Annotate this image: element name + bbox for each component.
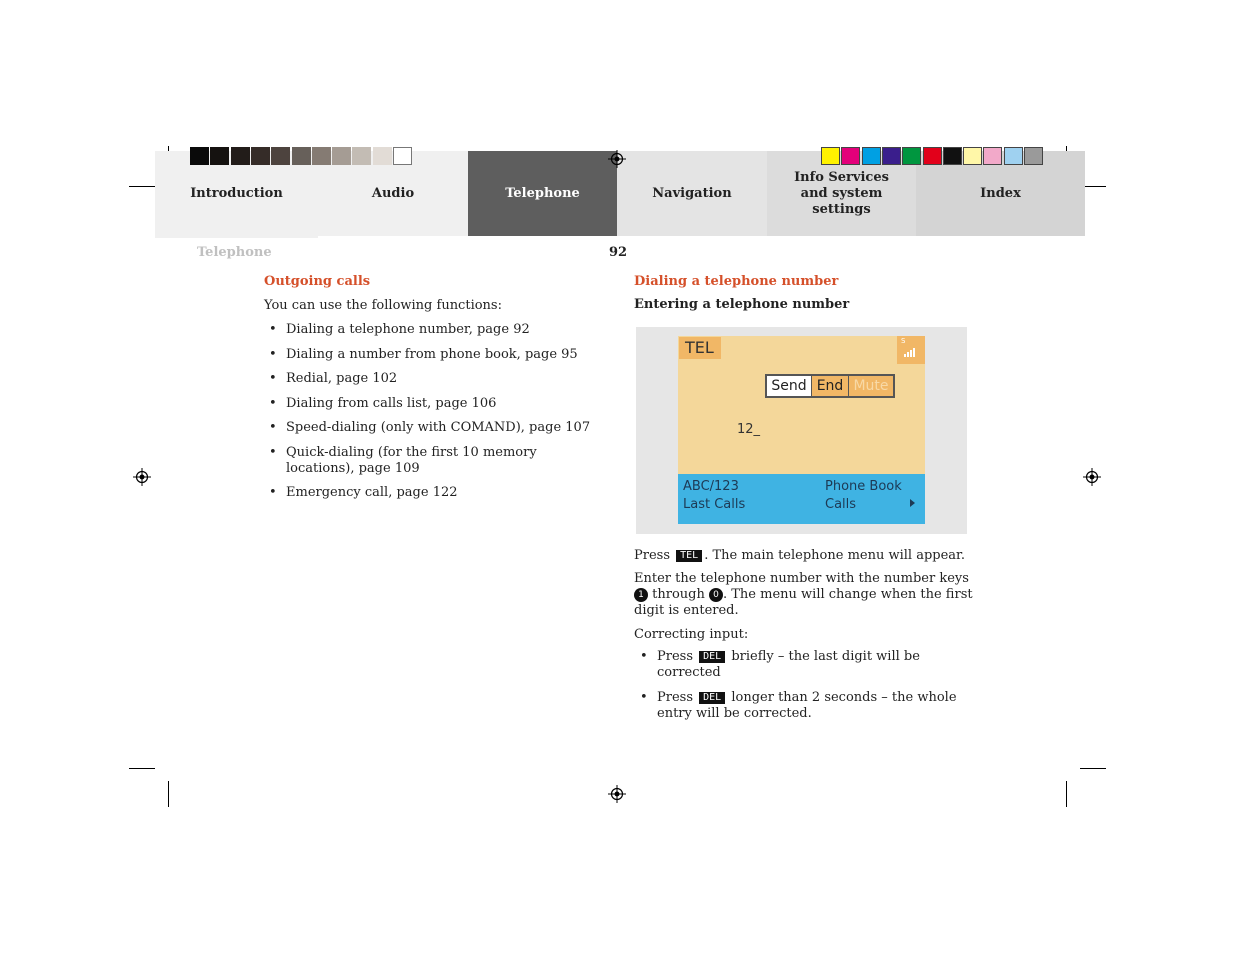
tel-key-icon: TEL <box>676 550 702 562</box>
list-item: • Redial, page 102 <box>263 371 604 387</box>
signal-indicator <box>897 336 925 364</box>
correcting-list <box>634 649 974 722</box>
color-swatch <box>352 147 371 165</box>
registration-mark-icon <box>608 785 626 803</box>
color-swatch <box>190 147 209 165</box>
right-body <box>634 548 974 730</box>
call-buttons-row <box>765 374 895 398</box>
color-swatch <box>393 147 412 165</box>
softkey-bar <box>678 474 925 524</box>
list-item: • Emergency call, page 122 <box>263 485 604 501</box>
crop-mark <box>1080 768 1106 769</box>
color-swatch <box>231 147 250 165</box>
tab-introduction[interactable]: Introduction <box>155 151 318 238</box>
tab-navigation[interactable]: Navigation <box>617 151 767 236</box>
color-swatch <box>963 147 982 165</box>
telephone-screen-figure <box>636 327 967 534</box>
registration-mark-icon <box>1083 468 1101 486</box>
softkey-last-calls[interactable]: Last Calls <box>683 497 746 512</box>
color-swatch <box>862 147 881 165</box>
color-swatch <box>943 147 962 165</box>
functions-list <box>263 322 604 501</box>
paragraph-press-tel: Press TEL . The main telephone menu will appear. <box>634 548 965 563</box>
color-swatch <box>210 147 229 165</box>
instruction-text: longer than 2 seconds – the whole entry will be corrected. <box>657 689 957 721</box>
screen-title: TEL <box>679 337 721 359</box>
tab-audio[interactable]: Audio <box>318 151 468 236</box>
running-header: Telephone <box>197 245 272 260</box>
color-swatch <box>332 147 351 165</box>
color-swatch <box>841 147 860 165</box>
softkey-abc123[interactable]: ABC/123 <box>683 479 739 494</box>
correcting-input-label: Correcting input: <box>634 627 749 642</box>
color-swatch <box>312 147 331 165</box>
list-item <box>634 690 974 722</box>
crop-mark <box>168 781 169 807</box>
paragraph-enter-number: Enter the telephone number with the number keys 1 through 0 . The menu will change when the first digit is entered. <box>634 571 973 618</box>
del-key-icon: DEL <box>699 651 725 663</box>
del-key-icon: DEL <box>699 692 725 704</box>
color-swatch <box>821 147 840 165</box>
mute-button[interactable]: Mute <box>849 376 893 396</box>
registration-mark-icon <box>133 468 151 486</box>
section-heading: Outgoing calls <box>264 274 371 289</box>
list-item: • Dialing from calls list, page 106 <box>263 396 604 412</box>
color-swatch <box>1004 147 1023 165</box>
telephone-display <box>678 336 925 524</box>
tab-info[interactable]: Info Services and system settings <box>767 151 916 236</box>
list-item: • Speed-dialing (only with COMAND), page 107 <box>263 420 604 436</box>
number-input[interactable]: 12_ <box>737 422 761 437</box>
color-swatch <box>373 147 392 165</box>
softkey-calls[interactable]: Calls <box>825 497 857 512</box>
color-swatch <box>923 147 942 165</box>
page-number: 92 <box>609 245 628 260</box>
press-text: Press <box>657 689 693 705</box>
color-swatch <box>1024 147 1043 165</box>
crop-mark <box>129 768 155 769</box>
color-swatch <box>271 147 290 165</box>
list-item: • Dialing a number from phone book, page 95 <box>263 347 604 363</box>
list-item: • Dialing a telephone number, page 92 <box>263 322 604 338</box>
color-swatch <box>983 147 1002 165</box>
end-button[interactable]: End <box>812 376 848 396</box>
signal-strength-icon <box>902 346 922 358</box>
intro-text: You can use the following functions: <box>264 298 502 313</box>
registration-mark-icon <box>608 150 626 168</box>
right-column <box>634 274 979 312</box>
list-item <box>634 649 974 681</box>
color-swatch <box>251 147 270 165</box>
arrow-right-icon <box>910 499 915 507</box>
left-column <box>264 274 604 510</box>
color-swatch <box>882 147 901 165</box>
number-key-0-icon: 0 <box>709 588 723 602</box>
tab-telephone[interactable]: Telephone <box>468 151 617 236</box>
tab-index[interactable]: Index <box>916 151 1085 236</box>
instruction-text: briefly – the last digit will be corrected <box>657 649 920 680</box>
section-heading: Dialing a telephone number <box>634 274 839 289</box>
press-text: Press <box>657 649 693 664</box>
send-button[interactable]: Send <box>767 376 811 396</box>
crop-mark <box>129 186 155 187</box>
subheading: Entering a telephone number <box>634 297 850 312</box>
signal-label: S <box>901 337 906 345</box>
color-swatch <box>902 147 921 165</box>
list-item: • Quick-dialing (for the first 10 memory locations), page 109 <box>263 445 604 477</box>
crop-mark <box>1066 781 1067 807</box>
softkey-phone-book[interactable]: Phone Book <box>825 479 902 494</box>
number-key-1-icon: 1 <box>634 588 648 602</box>
color-swatch <box>292 147 311 165</box>
